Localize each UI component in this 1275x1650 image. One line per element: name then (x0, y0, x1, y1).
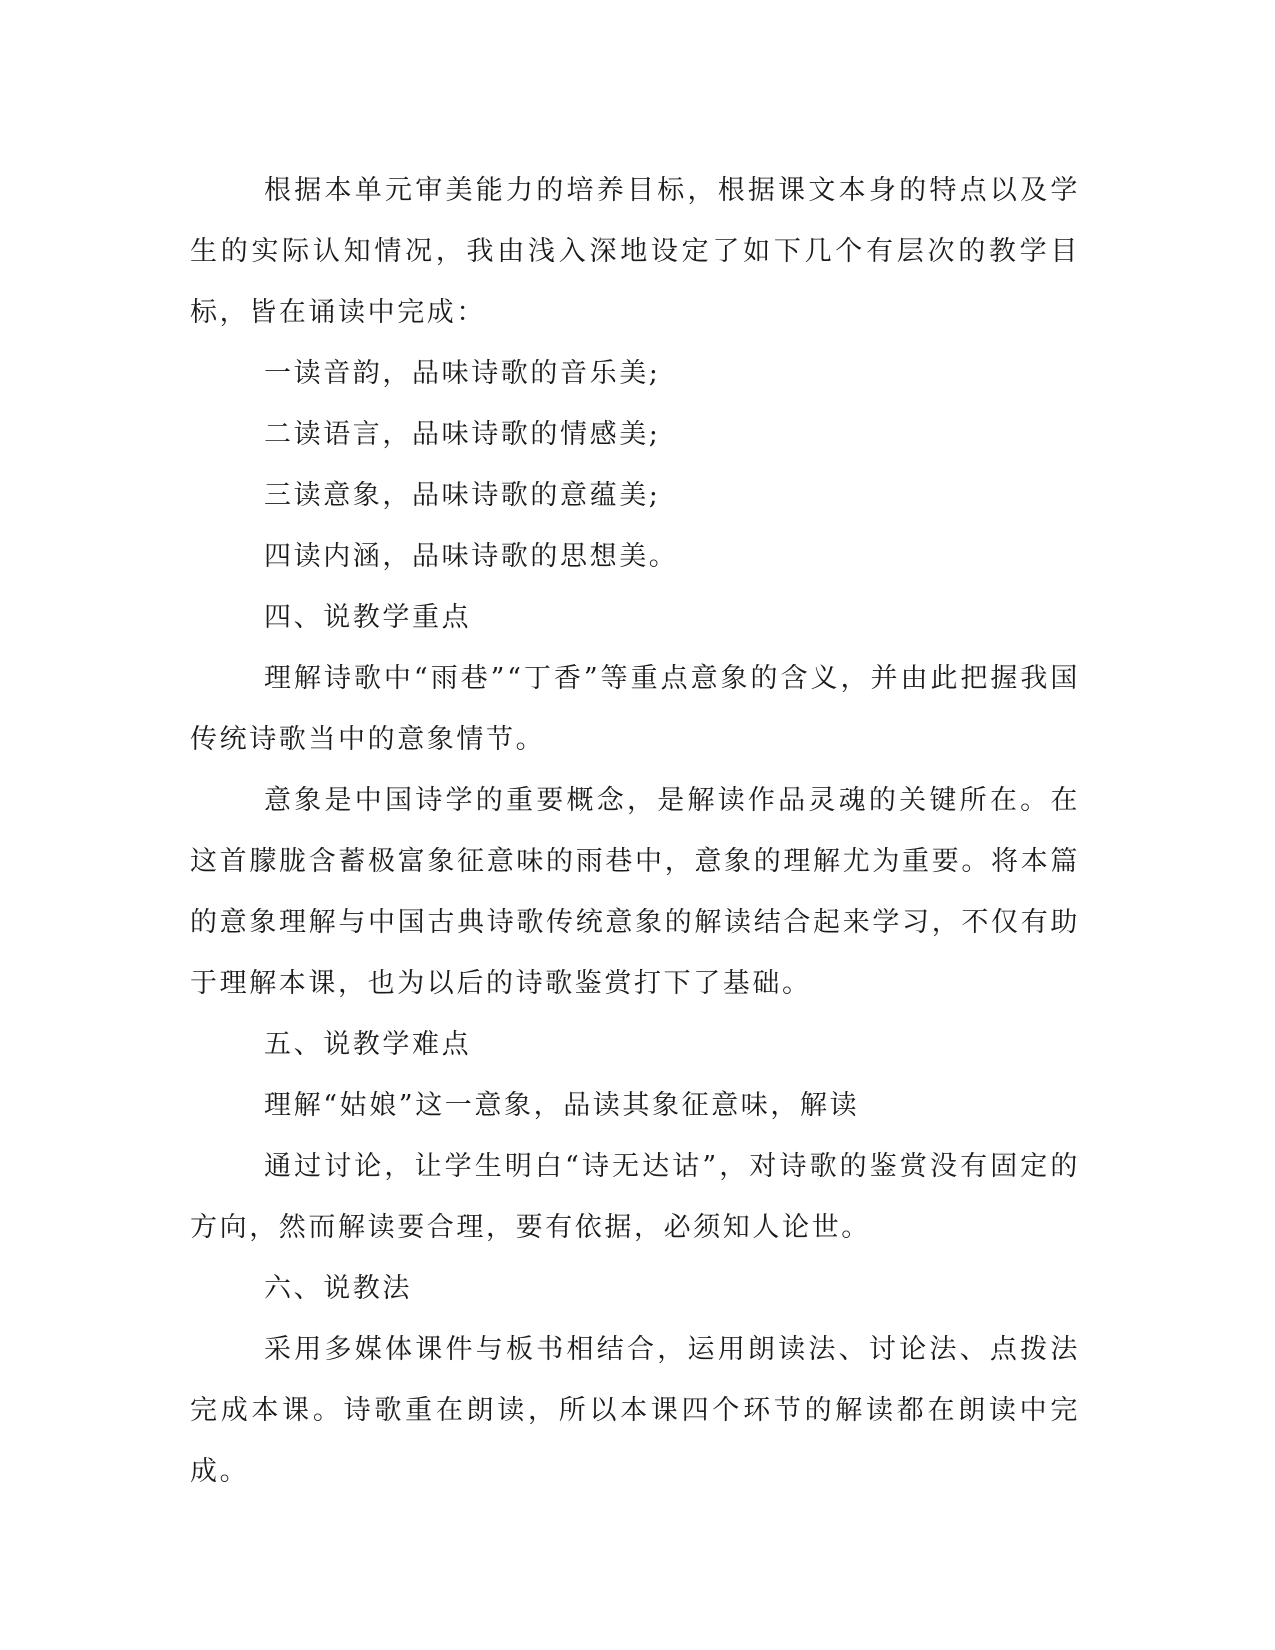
heading-teaching-focus: 四、说教学重点 (264, 602, 472, 633)
paragraph-method-detail: 采用多媒体课件与板书相结合，运用朗读法、讨论法、点拨法完成本课。诗歌重在朗读，所以本课四个环节的解读都在朗读中完成。 (190, 1334, 1080, 1487)
paragraph-focus-detail: 意象是中国诗学的重要概念，是解读作品灵魂的关键所在。在这首朦胧含蓄极富象征意味的雨巷中，意象的理解尤为重要。将本篇的意象理解与中国古典诗歌传统意象的解读结合起来学习，不仅有助于理解本课，也为以后的诗歌鉴赏打下了基础。 (190, 785, 1080, 999)
heading-teaching-difficulty: 五、说教学难点 (264, 1029, 472, 1060)
paragraph-focus-summary: 理解诗歌中“雨巷”“丁香”等重点意象的含义，并由此把握我国传统诗歌当中的意象情节。 (190, 663, 1080, 755)
paragraph-goal-1: 一读音韵，品味诗歌的音乐美; (264, 358, 661, 389)
paragraph-goal-2: 二读语言，品味诗歌的情感美; (264, 419, 661, 450)
paragraph-goal-3: 三读意象，品味诗歌的意蕴美; (264, 480, 661, 511)
paragraph-goal-4: 四读内涵，品味诗歌的思想美。 (264, 541, 679, 572)
paragraph-difficulty-summary: 理解“姑娘”这一意象，品读其象征意味，解读 (264, 1090, 860, 1121)
document-body (190, 160, 1080, 1502)
paragraph-teaching-goals-intro: 根据本单元审美能力的培养目标，根据课文本身的特点以及学生的实际认知情况，我由浅入深地设定了如下几个有层次的教学目标，皆在诵读中完成： (190, 175, 1080, 328)
heading-teaching-method: 六、说教法 (264, 1273, 412, 1304)
paragraph-difficulty-detail: 通过讨论，让学生明白“诗无达诂”，对诗歌的鉴赏没有固定的方向，然而解读要合理，要有依据，必须知人论世。 (190, 1151, 1080, 1243)
